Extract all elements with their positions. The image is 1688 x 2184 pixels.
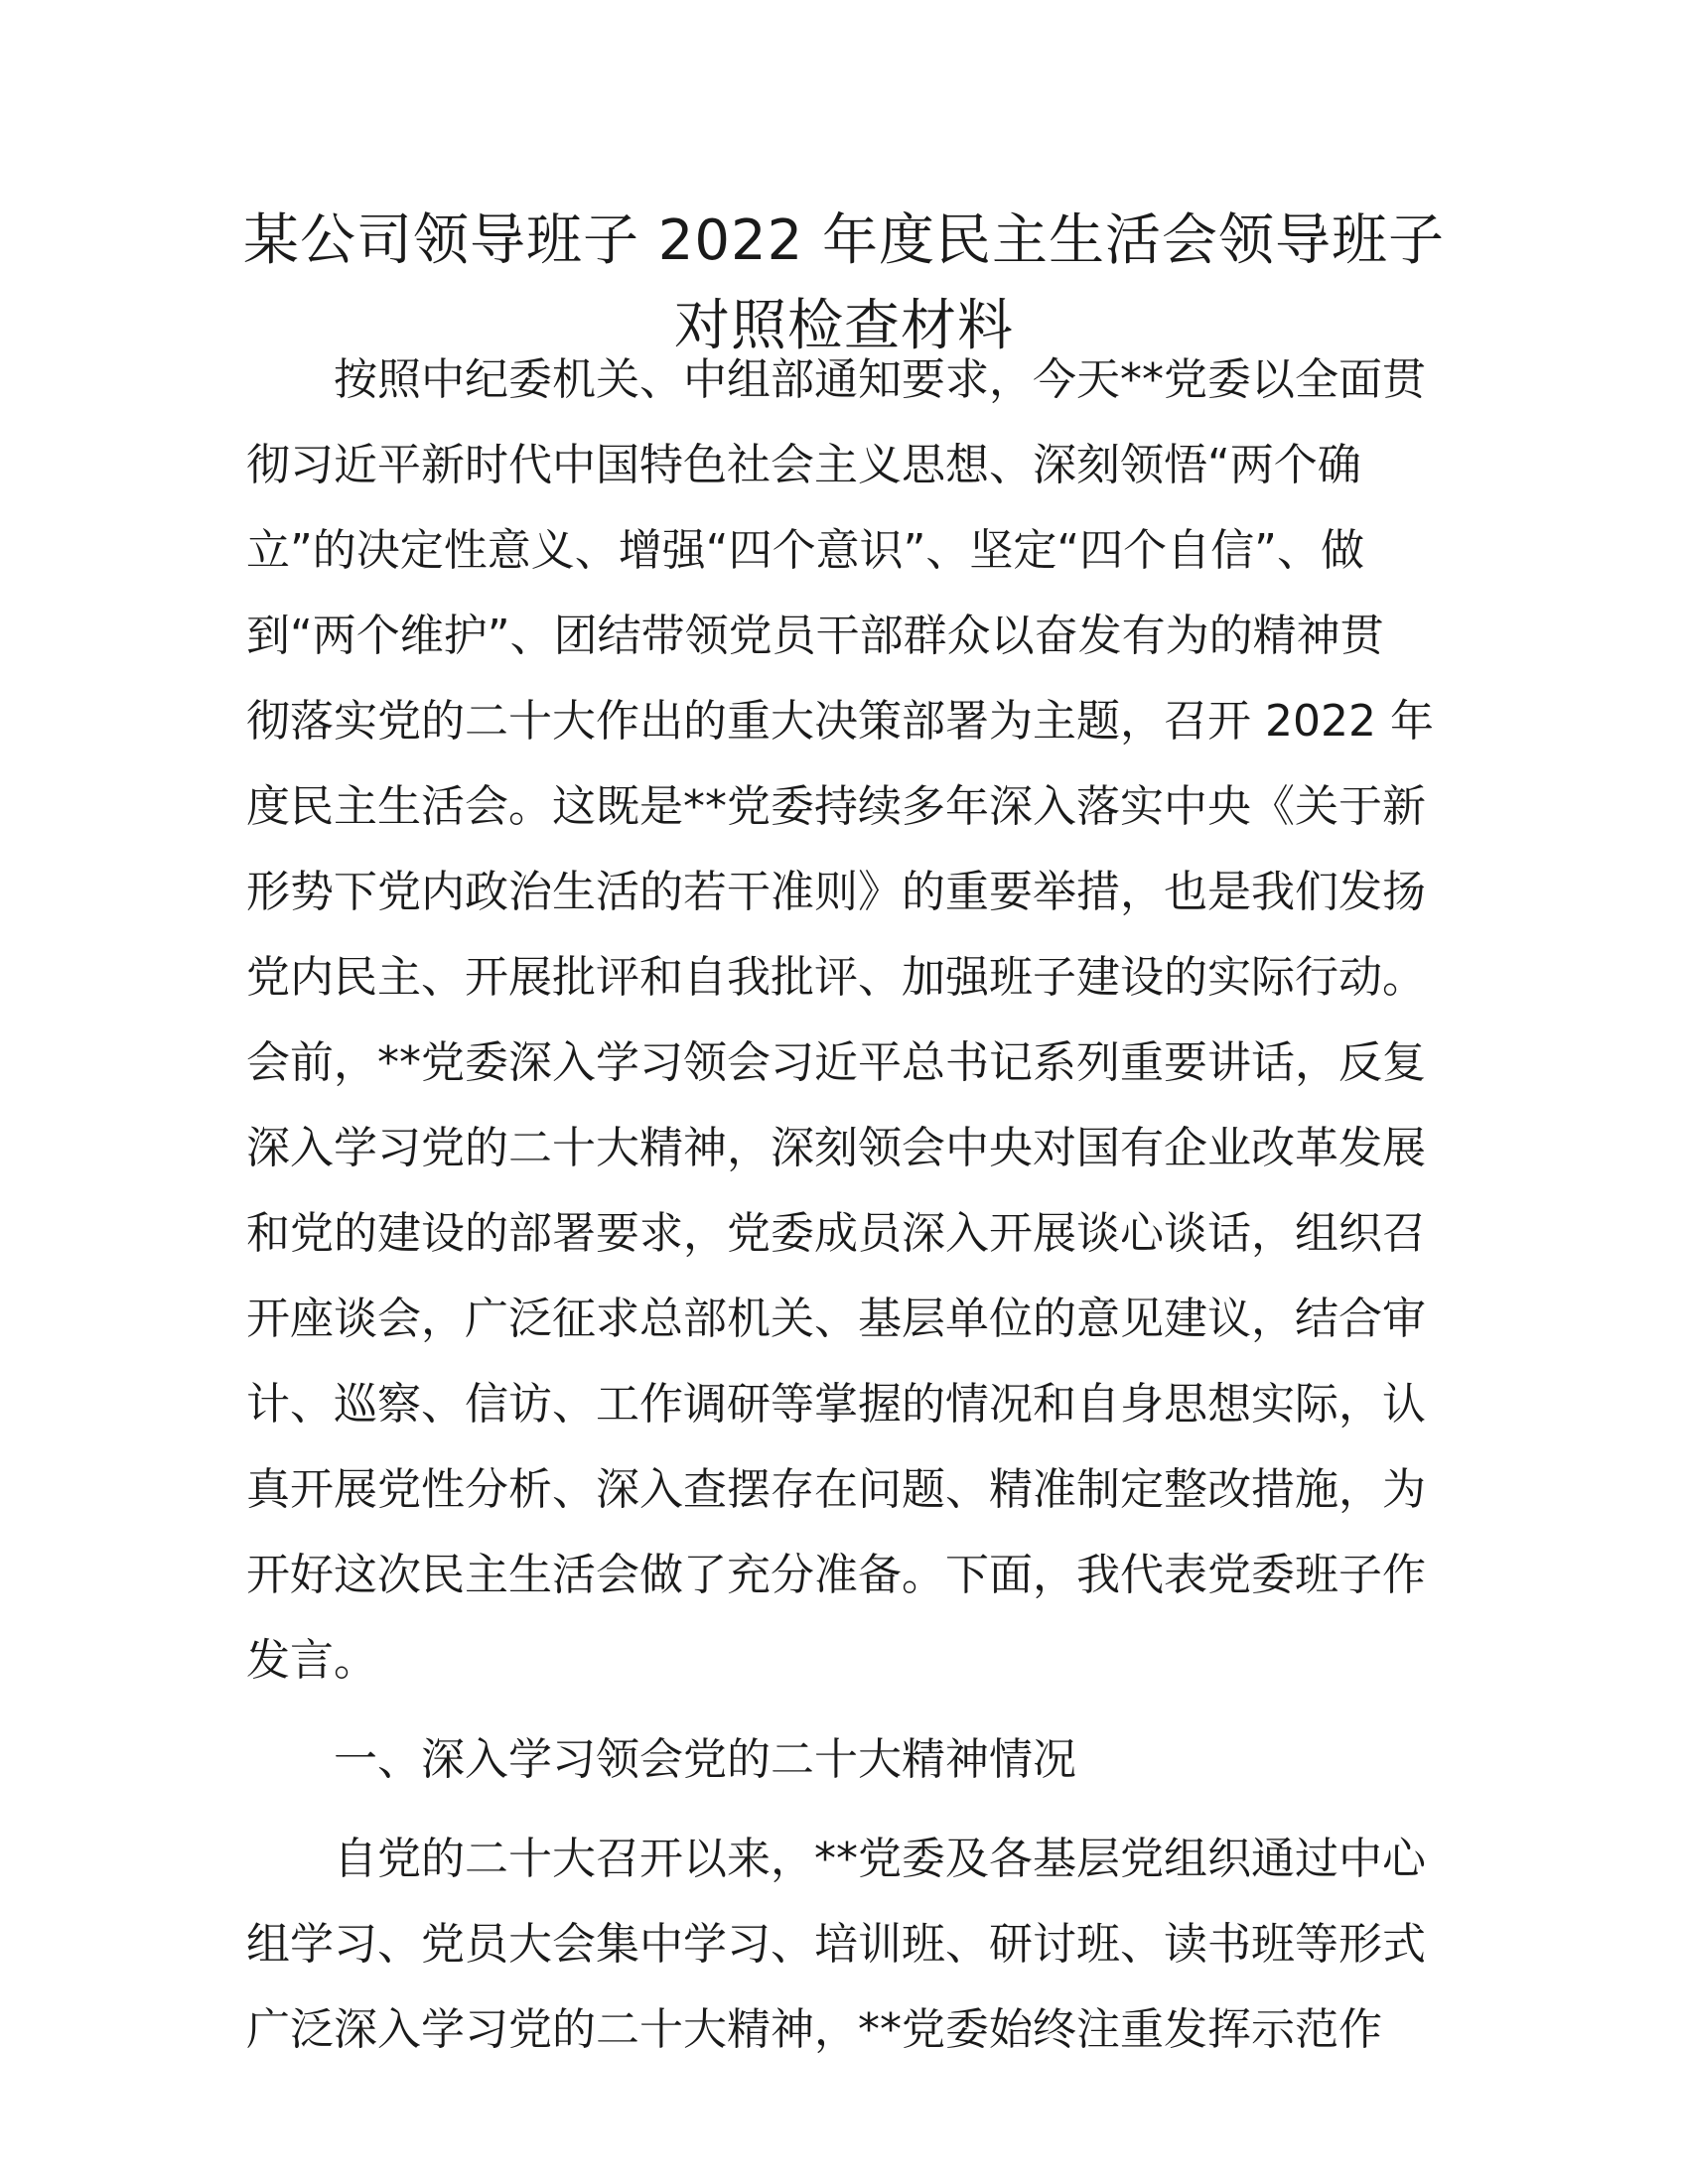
- paragraph-line: 组学习、党员大会集中学习、培训班、研讨班、读书班等形式: [246, 1919, 1426, 1970]
- section-paragraph: [246, 1817, 1442, 2073]
- title-line-2: 对照检查材料: [674, 294, 1014, 358]
- paragraph-line: 按照中纪委机关、中组部通知要求，今天**党委以全面贯: [334, 354, 1426, 405]
- paragraph-line: 到“两个维护”、团结带领党员干部群众以奋发有为的精神贯: [246, 611, 1384, 661]
- paragraph-line: 党内民主、开展批评和自我批评、加强班子建设的实际行动。: [246, 952, 1426, 1003]
- section-heading: 一、深入学习领会党的二十大精神情况: [334, 1734, 1076, 1785]
- paragraph-line: 广泛深入学习党的二十大精神，**党委始终注重发挥示范作: [246, 2004, 1382, 2055]
- paragraph-line: 彻习近平新时代中国特色社会主义思想、深刻领悟“两个确: [246, 440, 1361, 490]
- paragraph-line: 真开展党性分析、深入查摆存在问题、精准制定整改措施，为: [246, 1464, 1426, 1515]
- paragraph-line: 度民主生活会。这既是**党委持续多年深入落实中央《关于新: [246, 781, 1426, 832]
- paragraph-line: 深入学习党的二十大精神，深刻领会中央对国有企业改革发展: [246, 1123, 1426, 1173]
- paragraph-line: 开座谈会，广泛征求总部机关、基层单位的意见建议，结合审: [246, 1294, 1426, 1344]
- paragraph-line: 立”的决定性意义、增强“四个意识”、坚定“四个自信”、做: [246, 525, 1364, 576]
- paragraph-line: 和党的建设的部署要求，党委成员深入开展谈心谈话，组织召: [246, 1208, 1426, 1259]
- document-body: [246, 338, 1442, 2073]
- paragraph-line: 计、巡察、信访、工作调研等掌握的情况和自身思想实际，认: [246, 1379, 1426, 1430]
- paragraph-line: 形势下党内政治生活的若干准则》的重要举措，也是我们发扬: [246, 867, 1426, 917]
- paragraph-spacing: [246, 1803, 1442, 1817]
- paragraph-line: 会前，**党委深入学习领会习近平总书记系列重要讲话，反复: [246, 1037, 1426, 1088]
- paragraph-line: 开好这次民主生活会做了充分准备。下面，我代表党委班子作: [246, 1550, 1426, 1600]
- paragraph-line: 发言。: [246, 1635, 377, 1686]
- paragraph-line: 彻落实党的二十大作出的重大决策部署为主题，召开 2022 年: [246, 696, 1434, 747]
- title-line-1: 某公司领导班子 2022 年度民主生活会领导班子: [242, 208, 1446, 273]
- paragraph-line: 自党的二十大召开以来，**党委及各基层党组织通过中心: [334, 1834, 1426, 1884]
- intro-paragraph: [246, 338, 1442, 1704]
- paragraph-spacing: [246, 1704, 1442, 1717]
